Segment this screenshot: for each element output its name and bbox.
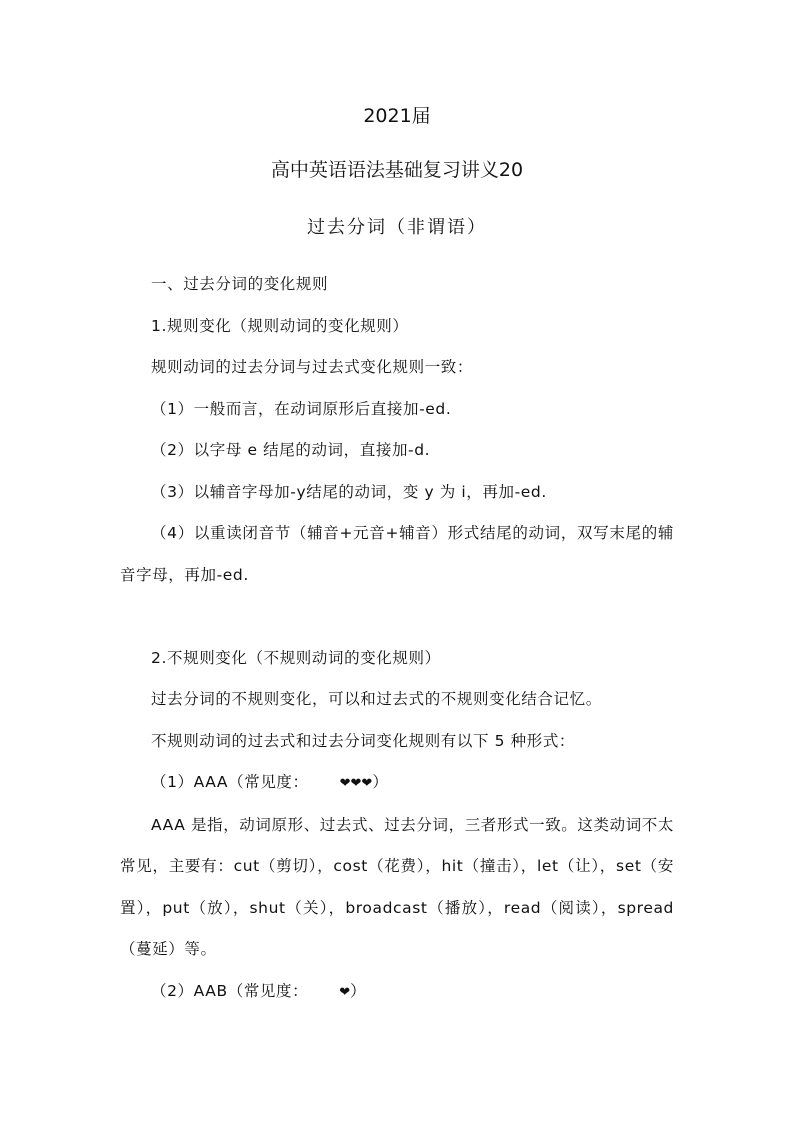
aaa-heading xyxy=(120,762,674,805)
paragraph-regular-intro: 规则动词的过去分词与过去式变化规则一致： xyxy=(151,358,474,376)
section-heading-1: 一、过去分词的变化规则 xyxy=(151,275,329,293)
document-main-title: 高中英语语法基础复习讲义20 xyxy=(270,159,524,181)
document-body xyxy=(120,264,674,1013)
aab-heading xyxy=(120,971,674,1014)
rule-item-4: （4）以重读闭音节（辅音+元音+辅音）形式结尾的动词，双写末尾的辅音字母，再加-ed. xyxy=(120,524,674,584)
paragraph-gap xyxy=(120,596,674,638)
aab-heading-text: （2）AAB（常见度： xyxy=(151,981,309,1000)
aaa-heading-close: ） xyxy=(372,773,389,791)
aaa-description: AAA 是指，动词原形、过去式、过去分词，三者形式一致。这类动词不太常见，主要有：cut（剪切），cost（花费），hit（撞击），let（让），set（安置），put（放），shut（关），broadcast（播放），read（阅读），spread（蔓延）等。 xyxy=(120,815,675,958)
paragraph-irregular-intro-2: 不规则动词的过去式和过去分词变化规则有以下 5 种形式： xyxy=(151,731,576,750)
subsection-heading-irregular: 2.不规则变化（不规则动词的变化规则） xyxy=(151,648,441,667)
document-year-title: 2021届 xyxy=(363,105,431,127)
aab-heading-close: ） xyxy=(350,981,367,1000)
rule-item-1: （1）一般而言，在动词原形后直接加-ed. xyxy=(151,399,452,418)
rule-item-2: （2）以字母 e 结尾的动词，直接加-d. xyxy=(151,441,431,459)
heart-icon: ❤ xyxy=(339,984,351,1000)
aaa-heading-text: （1）AAA（常见度： xyxy=(151,773,309,791)
heart-icon: ❤❤❤ xyxy=(339,776,373,791)
subsection-heading-regular: 1.规则变化（规则动词的变化规则） xyxy=(151,316,409,335)
rule-item-3: （3）以辅音字母加-y结尾的动词，变 y 为 i，再加-ed. xyxy=(151,482,547,501)
document-subtitle: 过去分词（非谓语） xyxy=(307,217,487,238)
paragraph-irregular-intro-1: 过去分词的不规则变化，可以和过去式的不规则变化结合记忆。 xyxy=(151,690,602,708)
